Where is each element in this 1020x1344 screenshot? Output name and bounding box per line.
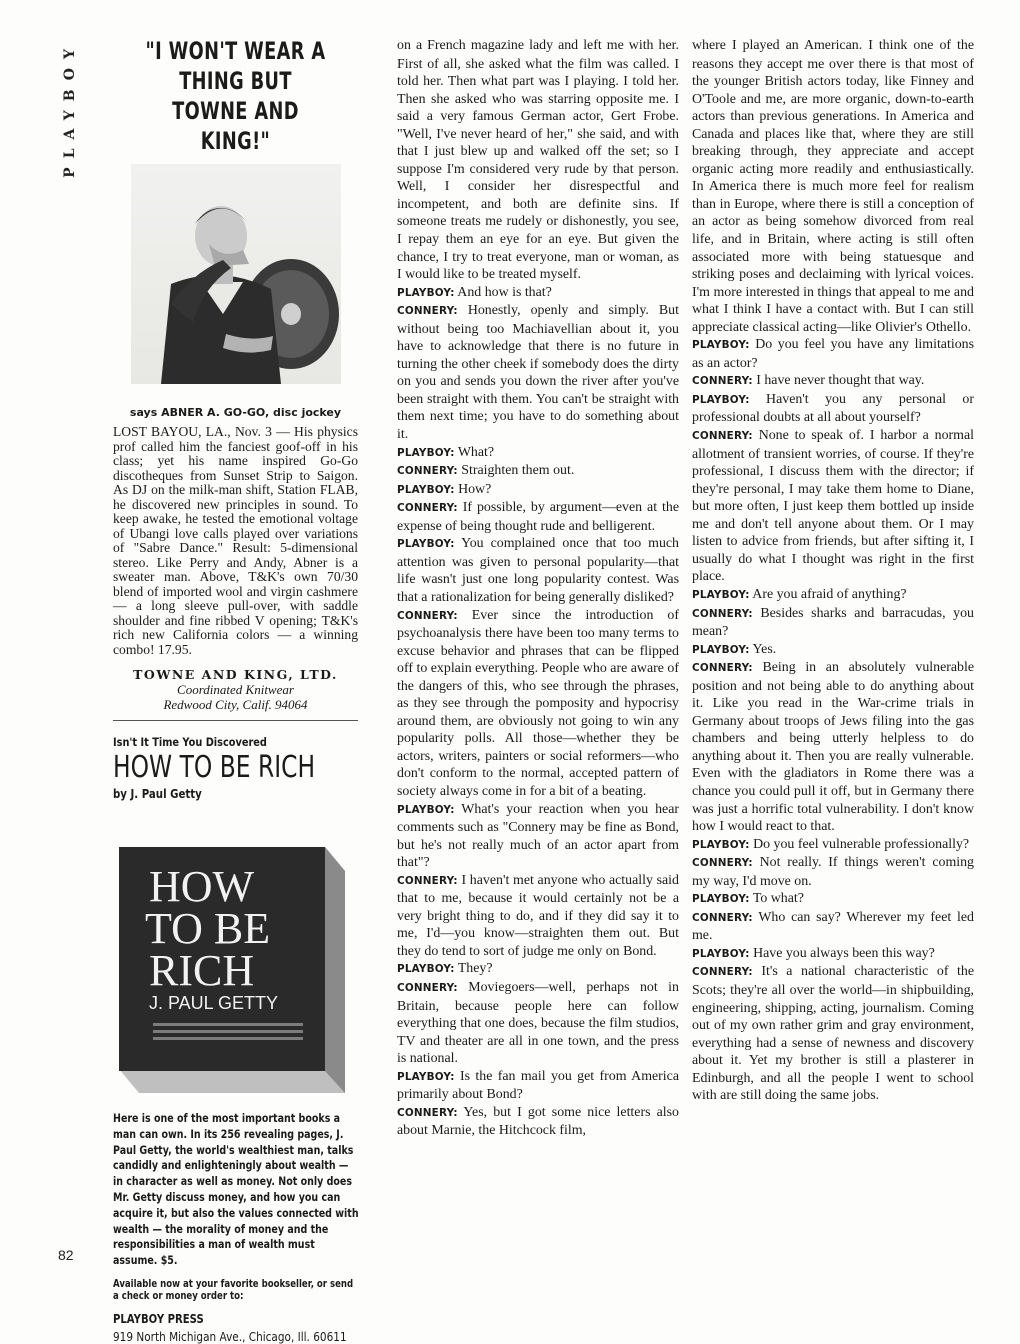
interview-paragraph xyxy=(397,801,679,872)
book-cover-image xyxy=(113,841,353,1099)
cover-line-2: TO BE xyxy=(145,904,271,953)
interview-paragraph xyxy=(397,462,679,481)
interview-paragraph xyxy=(397,302,679,443)
paragraph-text: What's your reaction when you hear comments such as "Connery may be fine as Bond, but he's not really much of an actor apart from that"? xyxy=(397,801,679,871)
interview-paragraph xyxy=(692,641,974,660)
sweater-man-photo xyxy=(131,164,341,384)
paragraph-text: To what? xyxy=(752,891,804,907)
paragraph-text: where I played an American. I think one of the reasons they accept me over there is that most of the younger British actors today, like Finney and O'Toole and me, are more organic, down-to-earth actors than previous generations. In America and Canada and places like that, where they are still breaking through, they appreciate and accept organic acting more readily and enthusiastically. In America there is much more feel for realism than in Europe, where there is still a conception of an actor as being somehow divorced from real life, and in Britain, where acting is still often associated more with being statuesque and striking poses and declaiming with lyrical voices. I'm more interested in things that appeal to me and what I think I have a contact with. But I can still appreciate classical acting—like Olivier's Othello. xyxy=(692,38,974,335)
paragraph-text: Is the fan mail you get from America primarily about Bond? xyxy=(397,1068,679,1103)
paragraph-text: Who can say? Wherever my feet led me. xyxy=(692,909,975,944)
speaker-label: PLAYBOY: xyxy=(692,643,750,656)
speaker-label: PLAYBOY: xyxy=(397,286,455,299)
paragraph-text: Yes, but I got some nice letters also about Marnie, the Hitchcock film, xyxy=(397,1104,679,1139)
speaker-label: CONNERY: xyxy=(397,609,458,622)
speaker-label: CONNERY: xyxy=(397,874,458,887)
paragraph-text: And how is that? xyxy=(457,284,552,300)
interview-paragraph xyxy=(397,37,679,284)
company-name: TOWNE AND KING, LTD. xyxy=(133,667,338,682)
sweater-man-illustration xyxy=(131,164,341,384)
publisher-name: PLAYBOY PRESS xyxy=(113,1311,204,1326)
speaker-label: CONNERY: xyxy=(397,465,458,478)
speaker-label: PLAYBOY: xyxy=(397,483,455,496)
paragraph-text: Ever since the introduction of psychoanalysis there have been too many terms to excuse behavior and phrases that can be flipped off to explain everything. People who are aware of the dangers of this, who see through the phrases, as they see through the pomposity and hypocrisy around them, are obviously not going to win any popularity polls. All those—whether they be actors, writers, painters or social reformers—who don't conform to the normal, accepted pattern of society always come in for a bit of a beating. xyxy=(397,607,679,799)
paragraph-text: on a French magazine lady and left me with her. First of all, she asked what the film was called. I told her. Then what part was I playing. I told her. Then she asked who was starring opposite me. I said a very famous German actor, Gert Frobe. "Well, I've never heard of her," she said, and with that I just blew up and walked off the set; so I suppose I'm considered very rude by that person. Well, I consider her disrespectful and incompetent, and both are definite sins. If someone treats me rudely or dishonestly, you see, I repay them an eye for an eye. But given the chance, I try to treat everyone, man or woman, as I would like to be treated myself. xyxy=(397,38,679,283)
speaker-label: PLAYBOY: xyxy=(692,393,750,406)
interview-paragraph xyxy=(692,391,974,427)
speaker-label: CONNERY: xyxy=(397,502,458,515)
interview-paragraph xyxy=(397,1068,679,1104)
interview-paragraph xyxy=(397,872,679,961)
paragraph-text: Haven't you any personal or professional doubts at all about yourself? xyxy=(692,391,974,426)
speaker-label: CONNERY: xyxy=(692,607,753,620)
speaker-label: PLAYBOY: xyxy=(397,1070,455,1083)
paragraph-text: Have you always been this way? xyxy=(753,945,935,961)
company-subtitle: Coordinated Knitwear xyxy=(177,682,294,697)
paragraph-text: If possible, by argument—even at the expense of being thought rude and belligerent. xyxy=(397,500,679,534)
interview-paragraph xyxy=(692,372,974,391)
interview-paragraph xyxy=(692,836,974,855)
interview-paragraph xyxy=(692,854,974,890)
book-title: HOW TO BE RICH xyxy=(113,750,316,785)
paragraph-text: How? xyxy=(458,481,492,497)
speaker-label: CONNERY: xyxy=(692,857,753,870)
page-number: 82 xyxy=(58,1247,74,1263)
paragraph-text: You complained once that too much attention was given to personal popularity—that life wasn't just one long popularity contest. Was that a rationalization for being generally disliked? xyxy=(397,536,679,605)
advertisement-column xyxy=(113,36,358,1344)
book-ad xyxy=(113,735,358,1344)
paragraph-text: Do you feel you have any limitations as an actor? xyxy=(692,337,974,371)
book-availability: Available now at your favorite bookseller, or send a check or money order to: xyxy=(113,1278,354,1303)
interview-paragraph xyxy=(397,444,679,463)
paragraph-text: Moviegoers—well, perhaps not in Britain, because people here can follow everything that one does, because the film studios, TV and theater are all in one town, and the press is national. xyxy=(397,979,679,1067)
speaker-label: PLAYBOY: xyxy=(692,947,750,960)
paragraph-text: Do you feel vulnerable professionally? xyxy=(753,836,970,852)
interview-paragraph xyxy=(692,945,974,964)
interview-paragraph xyxy=(397,1104,679,1140)
interview-column-right xyxy=(692,37,974,1105)
paragraph-text: Are you afraid of anything? xyxy=(752,586,907,602)
interview-paragraph xyxy=(692,336,974,372)
paragraph-text: Honestly, openly and simply. But without being too Machiavellian about it, you have to acknowledge that there is no future in turning the other cheek if somebody does the dirty on you and sends you down the river after you've been straight with them. You can't be straight with them next time; you have to do something about it. xyxy=(397,303,679,443)
paragraph-text: None to speak of. I harbor a normal allotment of transient worries, of course. If they're professional, I discuss them with the director; if they're personal, I may take them home to Diane, but more often, I just keep them bottled up inside me and don't tell anyone about them. Or I may listen to advice from friends, but after sifting it, I usually do what I thought was right in the first place. xyxy=(692,428,974,585)
speaker-label: CONNERY: xyxy=(397,1106,458,1119)
cover-line-1: HOW xyxy=(149,862,255,911)
speaker-label: PLAYBOY: xyxy=(397,963,455,976)
paragraph-text: Straighten them out. xyxy=(461,463,575,479)
speaker-label: CONNERY: xyxy=(397,305,458,318)
speaker-label: CONNERY: xyxy=(397,981,458,994)
interview-paragraph xyxy=(397,607,679,801)
interview-paragraph xyxy=(692,659,974,835)
interview-paragraph xyxy=(397,960,679,979)
interview-paragraph xyxy=(692,909,974,945)
interview-paragraph xyxy=(692,963,974,1104)
speaker-label: CONNERY: xyxy=(692,911,753,924)
book-author: by J. Paul Getty xyxy=(113,787,202,801)
ad-headline: "I WON'T WEAR A THING BUT TOWNE AND KING!" xyxy=(145,37,326,155)
book-cover-illustration xyxy=(113,841,353,1099)
speaker-label: PLAYBOY: xyxy=(692,838,750,851)
masthead: PLAYBOY xyxy=(62,40,78,178)
interview-paragraph xyxy=(692,37,974,336)
towne-king-ad xyxy=(113,36,358,712)
speaker-label: PLAYBOY: xyxy=(397,803,455,816)
interview-paragraph xyxy=(397,481,679,500)
ad-divider xyxy=(113,720,358,721)
interview-paragraph xyxy=(397,535,679,606)
interview-paragraph xyxy=(397,284,679,303)
paragraph-text: I have never thought that way. xyxy=(756,373,925,389)
speaker-label: CONNERY: xyxy=(692,430,753,443)
speaker-label: PLAYBOY: xyxy=(692,339,750,352)
paragraph-text: Not really. If things weren't coming my way, I'd move on. xyxy=(692,855,974,889)
paragraph-text: Being in an absolutely vulnerable position and not being able to do anything about it. Like you read in the War-crime trials in Germany about troops of Jews filing into the gas chambers and being utterly helpless to do anything about it. Then you are really vulnerable. Even with the gladiators in Rome there was a chance you could pull it off, but in Germany there was just a horrific total vulnerability. I don't know how I would react to that. xyxy=(692,660,974,835)
interview-column-middle xyxy=(397,37,679,1140)
company-city: Redwood City, Calif. 94064 xyxy=(163,697,308,712)
speaker-label: CONNERY: xyxy=(692,966,753,979)
speaker-label: CONNERY: xyxy=(692,662,753,675)
paragraph-text: They? xyxy=(457,961,493,977)
cover-author: J. PAUL GETTY xyxy=(149,993,279,1013)
speaker-label: PLAYBOY: xyxy=(692,893,750,906)
paragraph-text: It's a national characteristic of the Scots; they're all over the world—in shipbuilding, engineering, shipping, acting, journalism. Coming out of my own rather grim and gray environment, everything had a sense of newness and discovery about it. Yet my brother is still a plasterer in Edinburgh, and all the people I went to school with are still doing the same jobs. xyxy=(692,964,974,1104)
book-ad-copy: Here is one of the most important books a man can own. In its 256 revealing pages, J. Paul Getty, the world's wealthiest man, talks candidly and enlighteningly about wealth — in character as well as money. Not only does Mr. Getty discuss money, and how you can acquire it, but also the values connected with wealth — the morality of money and the responsibilities a man of wealth must assume. $5. xyxy=(113,1112,359,1268)
speaker-label: CONNERY: xyxy=(692,375,753,388)
interview-paragraph xyxy=(397,979,679,1068)
interview-paragraph xyxy=(397,499,679,535)
ad-credit: says ABNER A. GO-GO, disc jockey xyxy=(129,406,342,419)
speaker-label: PLAYBOY: xyxy=(397,538,455,551)
publisher-address: 919 North Michigan Ave., Chicago, Ill. 60611 xyxy=(113,1328,347,1344)
interview-paragraph xyxy=(692,586,974,605)
interview-paragraph xyxy=(692,605,974,641)
cover-line-3: RICH xyxy=(149,946,255,995)
speaker-label: PLAYBOY: xyxy=(397,446,455,459)
ad-body-copy: LOST BAYOU, LA., Nov. 3 — His physics prof called him the fanciest goof-off in his class; yet his name inspired Go-Go discotheques from Sunset Strip to Saigon. As DJ on the milk-man shift, Station FLAB, he discovered new principles in sound. To keep awake, he tested the emotional voltage of Ubangi love calls played over variations of "Sabre Dance." Result: 5-dimensional stereo. Like Perry and Andy, Abner is a sweater man. Above, T&K's own 70/30 blend of imported wool and virgin cashmere — a long sleeve pull-over, with saddle shoulder and fine ribbed V opening; T&K's rich new California colors — a winning combo! 17.95. xyxy=(113,424,358,657)
paragraph-text: Yes. xyxy=(752,641,777,657)
paragraph-text: What? xyxy=(457,444,495,460)
interview-paragraph xyxy=(692,427,974,586)
interview-paragraph xyxy=(692,890,974,909)
book-pretitle: Isn't It Time You Discovered xyxy=(113,735,267,749)
paragraph-text: I haven't met anyone who actually said that to me, because it would certainly not be a very bright thing to do, and if they did say it to me, I'd—you know—straighten them out. But they do tend to sort of judge me only on Bond. xyxy=(397,872,679,959)
paragraph-text: Besides sharks and barracudas, you mean? xyxy=(692,605,974,640)
speaker-label: PLAYBOY: xyxy=(692,588,750,601)
